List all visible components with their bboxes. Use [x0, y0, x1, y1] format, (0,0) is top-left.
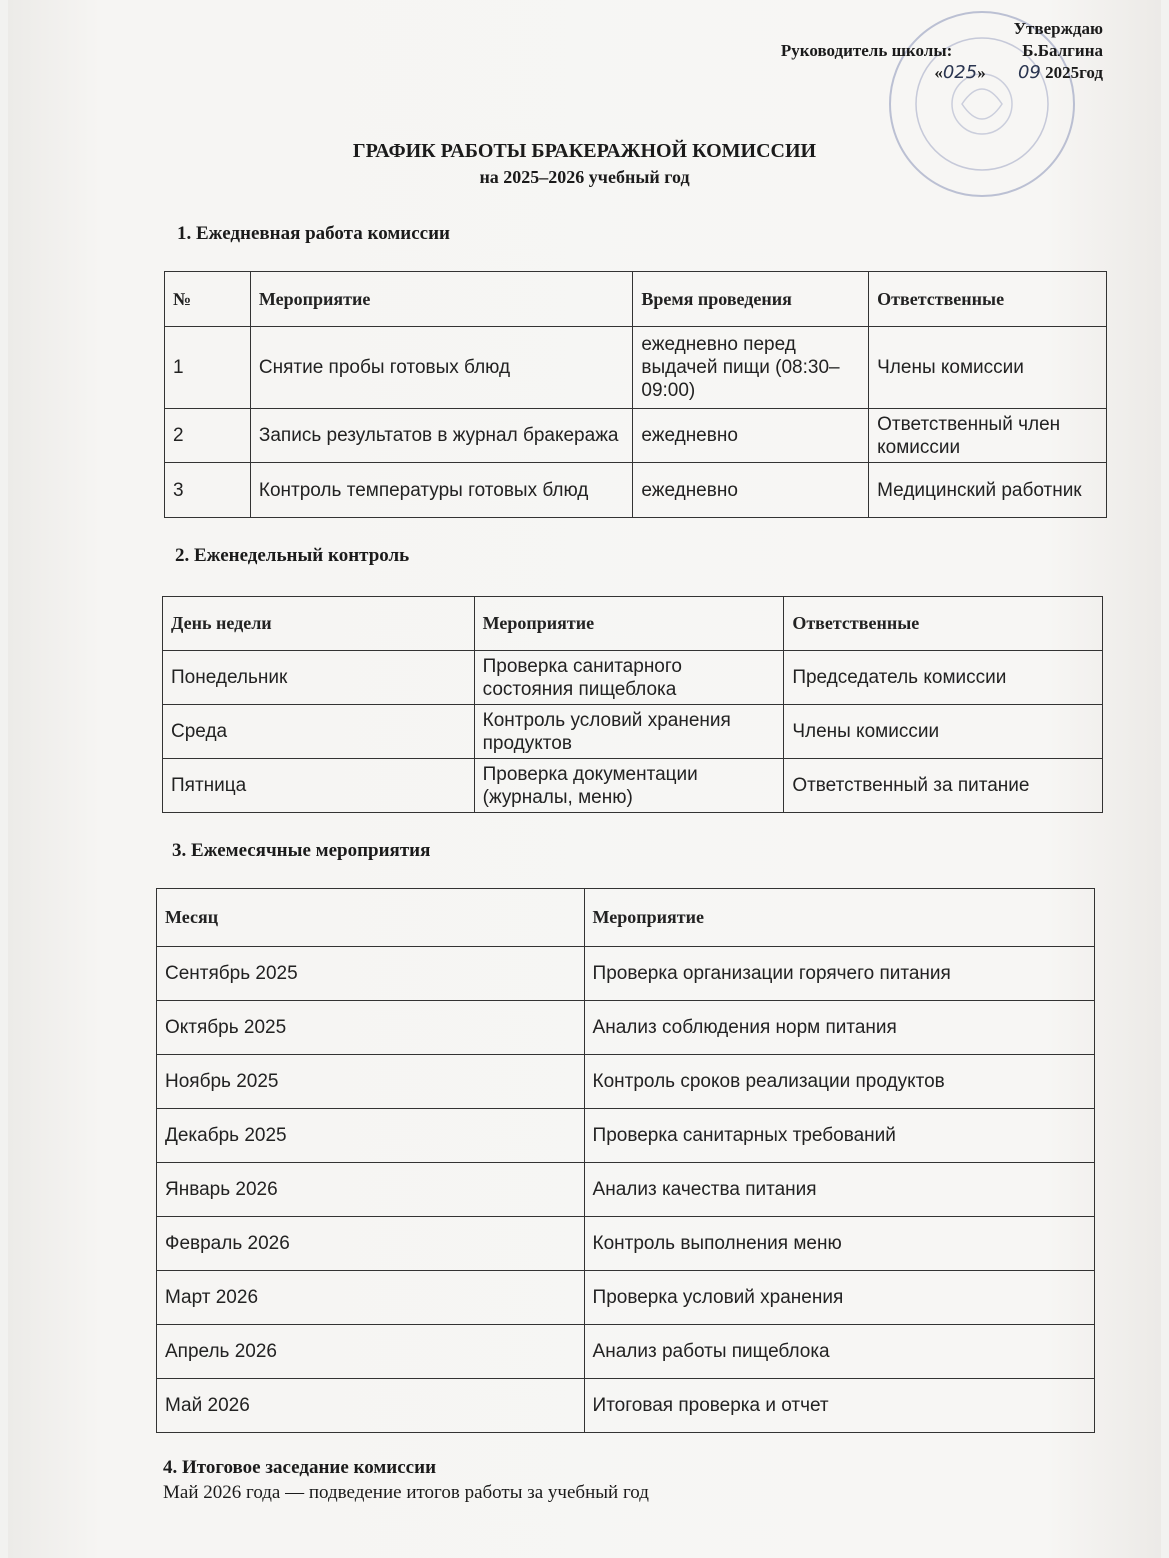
table-row [157, 1163, 1095, 1217]
header-event: Мероприятие [250, 272, 633, 327]
approver-name: Б.Балгина [1022, 41, 1103, 60]
row-month: Март 2026 [157, 1271, 585, 1325]
row-month: Январь 2026 [157, 1163, 585, 1217]
table-row [165, 463, 1107, 518]
monthly-events-table [156, 888, 1095, 1433]
table-row [157, 947, 1095, 1001]
section-1-heading: 1. Ежедневная работа комиссии [177, 223, 450, 244]
section-3-heading: 3. Ежемесячные мероприятия [172, 840, 431, 861]
row-event: Контроль условий хранения продуктов [474, 705, 784, 759]
row-month: Ноябрь 2025 [157, 1055, 585, 1109]
table-row [165, 327, 1107, 409]
row-responsible: Медицинский работник [869, 463, 1107, 518]
table-row [165, 409, 1107, 463]
row-number: 3 [165, 463, 251, 518]
header-month: Месяц [157, 889, 585, 947]
table-header-row [157, 889, 1095, 947]
row-event: Анализ соблюдения норм питания [584, 1001, 1094, 1055]
row-month: Декабрь 2025 [157, 1109, 585, 1163]
row-responsible: Члены комиссии [784, 705, 1103, 759]
section-4-text: Май 2026 года — подведение итогов работы за учебный год [163, 1482, 649, 1503]
table-row [157, 1055, 1095, 1109]
table-row [163, 651, 1103, 705]
row-event: Проверка санитарных требований [584, 1109, 1094, 1163]
row-event: Запись результатов в журнал бракеража [250, 409, 633, 463]
row-time: ежедневно перед выдачей пищи (08:30–09:00) [633, 327, 869, 409]
table-row [163, 705, 1103, 759]
row-event: Контроль температуры готовых блюд [250, 463, 633, 518]
daily-work-table [164, 271, 1107, 518]
row-time: ежедневно [633, 409, 869, 463]
table-row [157, 1001, 1095, 1055]
row-event: Контроль сроков реализации продуктов [584, 1055, 1094, 1109]
document-subtitle: на 2025–2026 учебный год [479, 167, 690, 187]
header-responsible: Ответственные [869, 272, 1107, 327]
row-event: Проверка санитарного состояния пищеблока [474, 651, 784, 705]
date-month: 09 [1017, 62, 1041, 83]
table-header-row [163, 597, 1103, 651]
document-title: ГРАФИК РАБОТЫ БРАКЕРАЖНОЙ КОМИССИИ [352, 140, 817, 162]
table-row [157, 1109, 1095, 1163]
row-responsible: Председатель комиссии [784, 651, 1103, 705]
header-day: День недели [163, 597, 475, 651]
row-event: Анализ качества питания [584, 1163, 1094, 1217]
approver-role: Руководитель школы: [780, 41, 953, 60]
header-event: Мероприятие [474, 597, 784, 651]
row-event: Итоговая проверка и отчет [584, 1379, 1094, 1433]
table-row [157, 1217, 1095, 1271]
row-responsible: Ответственный за питание [784, 759, 1103, 813]
row-event: Контроль выполнения меню [584, 1217, 1094, 1271]
header-responsible: Ответственные [784, 597, 1103, 651]
table-row [157, 1379, 1095, 1433]
row-month: Февраль 2026 [157, 1217, 585, 1271]
row-event: Проверка условий хранения [584, 1271, 1094, 1325]
table-header-row [165, 272, 1107, 327]
row-day: Среда [163, 705, 475, 759]
row-event: Проверка организации горячего питания [584, 947, 1094, 1001]
row-responsible: Члены комиссии [869, 327, 1107, 409]
row-day: Пятница [163, 759, 475, 813]
approval-date: «025» 09 2025год [934, 62, 1103, 83]
approval-block [781, 18, 1103, 84]
header-time: Время проведения [633, 272, 869, 327]
row-event: Проверка документации (журналы, меню) [474, 759, 784, 813]
table-row [157, 1271, 1095, 1325]
approve-label: Утверждаю [1013, 19, 1103, 38]
section-2-heading: 2. Еженедельный контроль [175, 545, 410, 566]
row-month: Май 2026 [157, 1379, 585, 1433]
row-time: ежедневно [633, 463, 869, 518]
date-year: 2025год [1045, 63, 1103, 82]
row-day: Понедельник [163, 651, 475, 705]
header-number: № [165, 272, 251, 327]
date-day: 025 [942, 62, 978, 83]
row-month: Сентябрь 2025 [157, 947, 585, 1001]
row-event: Снятие пробы готовых блюд [250, 327, 633, 409]
section-4-heading: 4. Итоговое заседание комиссии [163, 1457, 437, 1478]
row-responsible: Ответственный член комиссии [869, 409, 1107, 463]
table-row [157, 1325, 1095, 1379]
table-row [163, 759, 1103, 813]
row-event: Анализ работы пищеблока [584, 1325, 1094, 1379]
header-event: Мероприятие [584, 889, 1094, 947]
row-month: Апрель 2026 [157, 1325, 585, 1379]
row-month: Октябрь 2025 [157, 1001, 585, 1055]
weekly-control-table [162, 596, 1103, 813]
row-number: 2 [165, 409, 251, 463]
row-number: 1 [165, 327, 251, 409]
